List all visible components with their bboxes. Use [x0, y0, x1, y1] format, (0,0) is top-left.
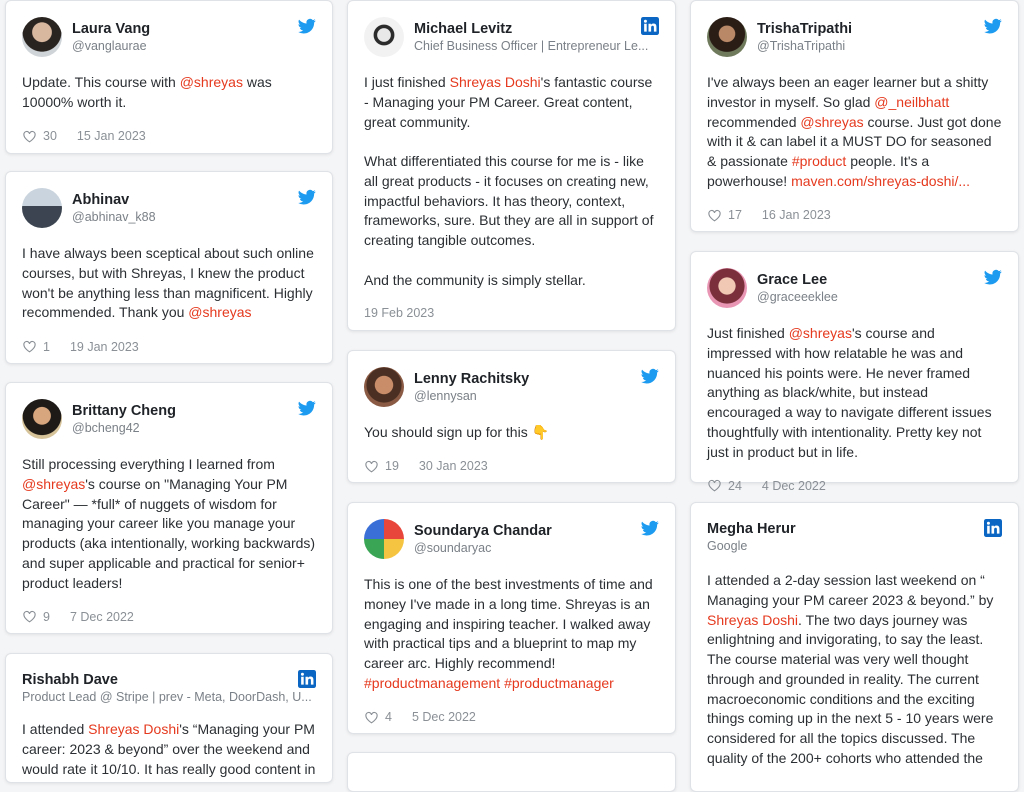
card-meta [707, 478, 1002, 493]
card-header [707, 268, 1002, 308]
card-text: I just finished Shreyas Doshi's fantastic course - Managing your PM Career. Great content, great community. What differentiated this course for me is - like all great products - it focuses on creating new, impactful behaviors. It has theory, context, frameworks, sure. But they are all in support of creating tangible outcomes. And the community is simply stellar. [364, 74, 654, 288]
mention-link[interactable]: Shreyas Doshi [449, 74, 541, 90]
author-name[interactable]: Soundarya Chandar [414, 522, 552, 539]
testimonial-card[interactable] [347, 752, 676, 792]
heart-icon[interactable] [364, 459, 379, 474]
like-count: 17 [728, 208, 742, 222]
card-meta [364, 710, 659, 725]
avatar[interactable] [22, 399, 62, 439]
card-header [22, 17, 316, 57]
testimonial-card[interactable] [347, 502, 676, 734]
author-name[interactable]: Abhinav [72, 191, 130, 208]
like-count: 1 [43, 339, 50, 354]
avatar[interactable] [364, 519, 404, 559]
linkedin-icon[interactable] [641, 17, 659, 35]
avatar[interactable] [22, 188, 62, 228]
heart-icon[interactable] [707, 208, 722, 223]
twitter-icon[interactable] [641, 367, 659, 385]
author-handle[interactable]: @soundaryac [414, 540, 492, 555]
card-text: Just finished @shreyas's course and impressed with how relatable he was and nuanced his points were. He never framed anything as black/white, but instead encouraged a way to navigate different issues thoughtfully with intentionality. Pretty key not just in product but in life. [707, 325, 992, 460]
card-text: This is one of the best investments of time and money I've made in a long time. Shreyas is an engaging and inspiring teacher. I walked away with practical tips and a blueprint to map my career arc. Highly recommend! #productmanagement #productmanager [364, 576, 653, 691]
card-header [707, 519, 1002, 555]
card-meta [364, 306, 659, 320]
card-meta [364, 459, 659, 474]
url-link[interactable]: maven.com/shreyas-doshi/... [791, 172, 971, 189]
mention-link[interactable]: Shreyas Doshi [707, 611, 799, 628]
author-name[interactable]: Lenny Rachitsky [414, 370, 530, 387]
card-header [22, 188, 316, 228]
heart-icon[interactable] [22, 129, 37, 144]
author-handle[interactable]: @abhinav_k88 [72, 209, 156, 224]
author-name[interactable]: Laura Vang [72, 20, 151, 37]
like-count: 19 [385, 459, 399, 474]
testimonial-card[interactable] [5, 653, 333, 783]
linkedin-icon[interactable] [984, 519, 1002, 537]
card-header [364, 519, 659, 559]
card-text: I have always been sceptical about such online courses, but with Shreyas, I knew the product won't be anything less than magnificent. Highly recommended. Thank you @shreyas [22, 245, 314, 321]
testimonial-card[interactable] [690, 502, 1019, 792]
author-handle[interactable]: @graceeeklee [757, 289, 838, 304]
author-name[interactable]: TrishaTripathi [757, 20, 853, 37]
post-date[interactable]: 7 Dec 2022 [69, 609, 134, 624]
like-count: 24 [728, 478, 742, 493]
author-name[interactable]: Brittany Cheng [72, 402, 176, 419]
heart-icon[interactable] [364, 710, 379, 725]
mention-link[interactable]: @_neilbhatt [874, 93, 950, 110]
card-header [22, 670, 316, 706]
card-text: Still processing everything I learned from @shreyas's course on "Managing Your PM Career" — *full* of nuggets of wisdom for managing your career like you manage your products (aka intentionally, working backwards) and super applicable and practical for senior+ product leaders! [22, 456, 316, 591]
mention-link[interactable]: @shreyas [179, 74, 243, 90]
testimonial-card[interactable] [690, 0, 1019, 232]
post-date[interactable]: 19 Jan 2023 [69, 339, 139, 354]
post-date[interactable]: 30 Jan 2023 [418, 459, 488, 474]
avatar[interactable] [707, 17, 747, 57]
card-meta [22, 609, 316, 624]
author-headline[interactable]: Google [707, 538, 748, 553]
mention-link[interactable]: @shreyas [22, 475, 86, 492]
hashtag-link[interactable]: #productmanagement [364, 674, 501, 691]
mention-link[interactable]: @shreyas [188, 304, 252, 321]
heart-icon[interactable] [707, 478, 722, 493]
twitter-icon[interactable] [984, 17, 1002, 35]
heart-icon[interactable] [22, 609, 37, 624]
hashtag-link[interactable]: #product [791, 153, 847, 169]
card-header [707, 17, 1002, 57]
mention-link[interactable]: @shreyas [800, 113, 864, 130]
testimonial-card[interactable] [347, 350, 676, 483]
post-date[interactable]: 15 Jan 2023 [76, 129, 146, 143]
card-header [364, 367, 659, 407]
avatar[interactable] [364, 17, 404, 57]
twitter-icon[interactable] [298, 188, 316, 206]
card-header [22, 399, 316, 439]
testimonial-card[interactable] [5, 382, 333, 634]
heart-icon[interactable] [22, 339, 37, 354]
twitter-icon[interactable] [984, 268, 1002, 286]
author-name[interactable]: Rishabh Dave [22, 671, 118, 688]
testimonial-card[interactable] [5, 0, 333, 154]
author-headline[interactable]: Chief Business Officer | Entrepreneur Le... [414, 38, 649, 53]
author-handle[interactable]: @bcheng42 [72, 420, 140, 435]
author-name[interactable]: Grace Lee [757, 271, 828, 288]
testimonial-card[interactable] [347, 0, 676, 331]
linkedin-icon[interactable] [298, 670, 316, 688]
card-meta [707, 208, 1002, 223]
post-date[interactable]: 19 Feb 2023 [364, 306, 435, 321]
card-text: I attended Shreyas Doshi's “Managing your PM career: 2023 & beyond” over the weekend and would rate it 10/10. It has really good content in [22, 721, 316, 777]
author-handle[interactable]: @lennysan [414, 388, 477, 403]
card-meta [22, 339, 316, 354]
author-name[interactable]: Megha Herur [707, 520, 796, 537]
card-text: I attended a 2-day session last weekend on “ Managing your PM career 2023 & beyond.” by Shreyas Doshi. The two days journey was enlightning and invigorating, to say the least. The course material was very well thought through and grounded in reality. The current macroeconomic conditions and the exciting things coming up in the next 5 - 10 years were considered for all the topics discussed. The quality of the 200+ cohorts who attended the [707, 572, 994, 766]
mention-link[interactable]: @shreyas [788, 325, 852, 341]
card-meta [22, 129, 316, 144]
avatar[interactable] [707, 268, 747, 308]
avatar[interactable] [22, 17, 62, 57]
hashtag-link[interactable]: #productmanager [504, 674, 614, 691]
testimonial-card[interactable] [690, 251, 1019, 493]
twitter-icon[interactable] [298, 17, 316, 35]
testimonial-card[interactable] [5, 171, 333, 364]
avatar[interactable] [364, 367, 404, 407]
post-date[interactable]: 16 Jan 2023 [761, 208, 831, 222]
card-text: I've always been an eager learner but a shitty investor in myself. So glad @_neilbhatt recommended @shreyas course. Just got done with it & can label it a MUST DO for seasoned & passionate #product people. It's a powerhouse! maven.com/shreyas-doshi/... [707, 74, 1002, 189]
author-headline[interactable]: Product Lead @ Stripe | prev - Meta, DoorDash, U... [22, 689, 312, 704]
post-date[interactable]: 4 Dec 2022 [761, 478, 826, 493]
card-header [364, 17, 659, 57]
card-text: You should sign up for this 👇 [364, 424, 550, 440]
like-count: 4 [385, 710, 392, 724]
author-name[interactable]: Michael Levitz [414, 20, 513, 37]
author-handle[interactable]: @vanglaurae [72, 38, 147, 53]
card-text: Update. This course with @shreyas was 10000% worth it. [22, 74, 272, 110]
like-count: 30 [43, 129, 57, 143]
mention-link[interactable]: Shreyas Doshi [88, 721, 180, 737]
like-count: 9 [43, 609, 50, 624]
twitter-icon[interactable] [298, 399, 316, 417]
author-handle[interactable]: @TrishaTripathi [757, 38, 846, 53]
post-date[interactable]: 5 Dec 2022 [411, 710, 476, 724]
twitter-icon[interactable] [641, 519, 659, 537]
